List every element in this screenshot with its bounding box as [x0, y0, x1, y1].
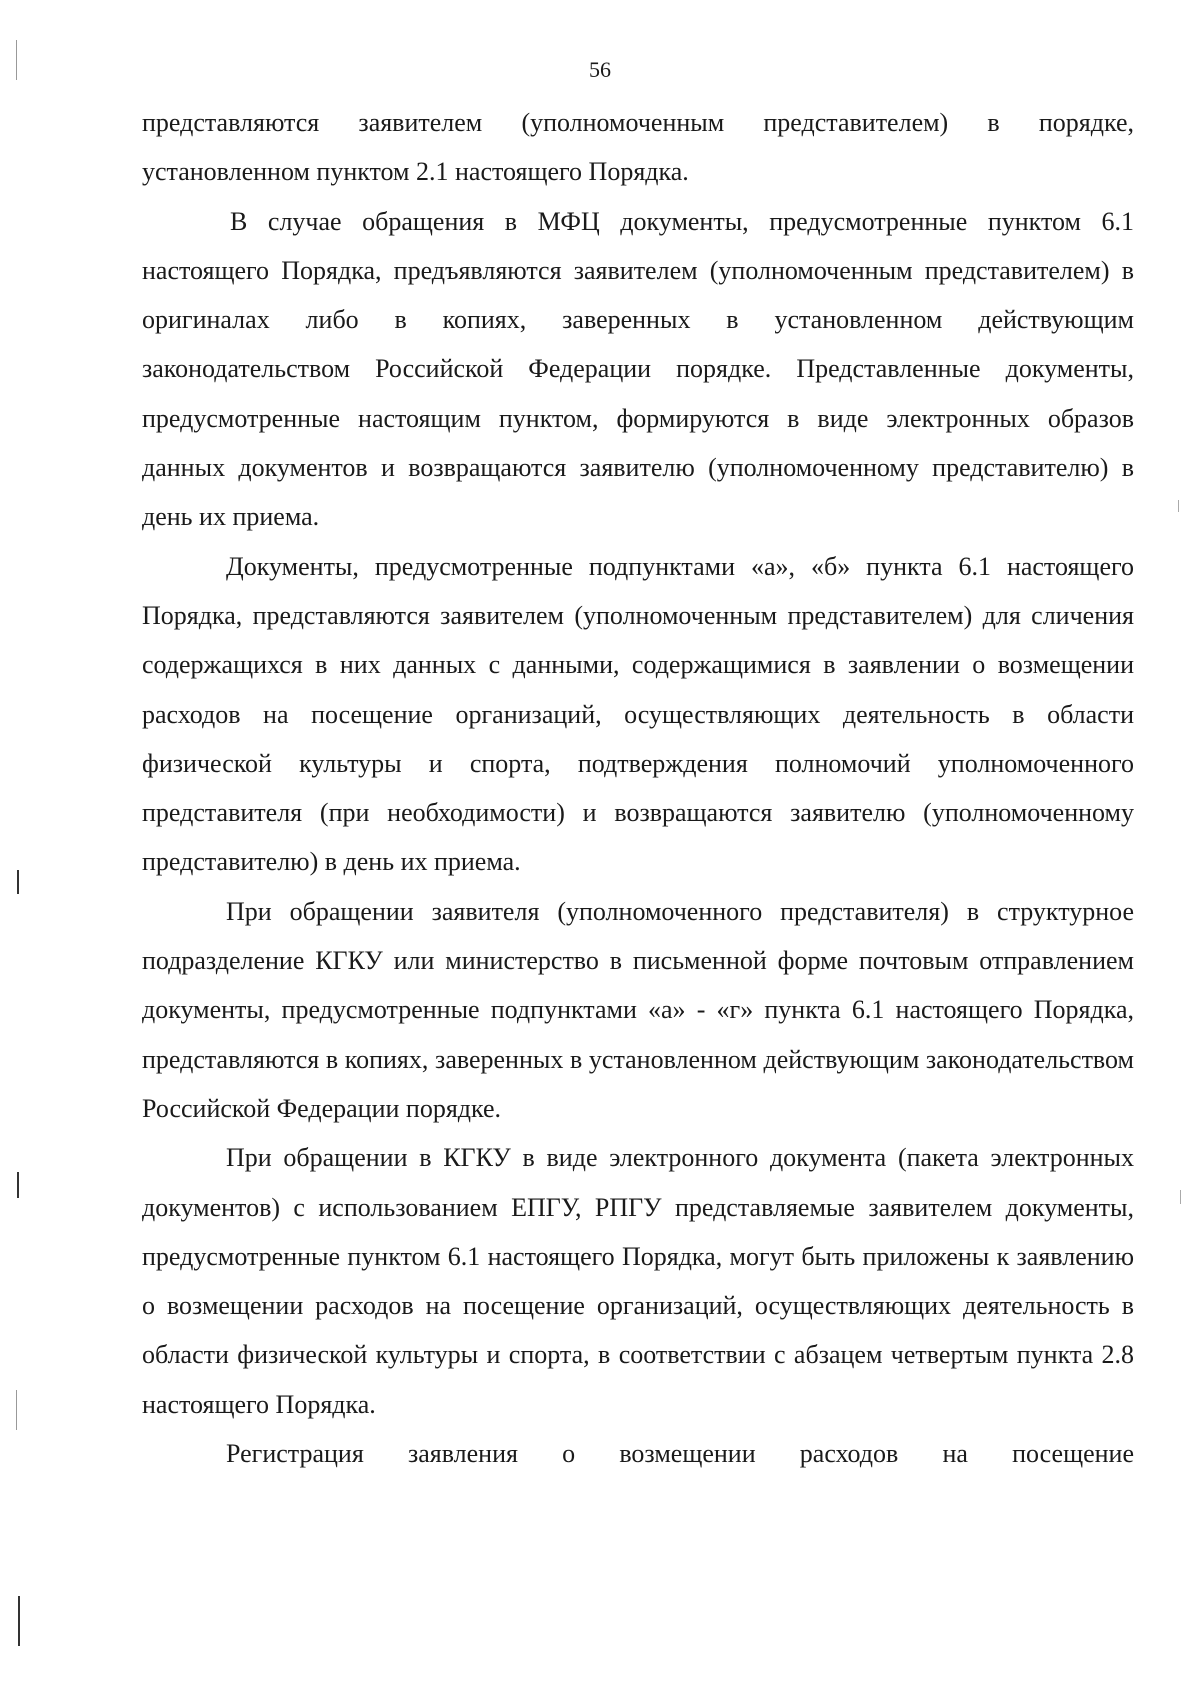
scan-mark — [16, 40, 17, 80]
scan-mark — [18, 1596, 20, 1646]
paragraph-documents-a-b: Документы, предусмотренные подпунктами «а», «б» пункта 6.1 настоящего Порядка, представляются заявителем (уполномоченным представителем) для сличения содержащихся в них данных с данными, содержащимися в заявлении о возмещении расходов на посещение организаций, осуществляющих деятельность в области физической культуры и спорта, подтверждения полномочий уполномоченного представителя (при необходимости) и возвращаются заявителю (уполномоченному представителю) в день их приема. — [142, 551, 1134, 877]
paragraph-continuation: представляются заявителем (уполномоченным представителем) в порядке, установленном пунктом 2.1 настоящего Порядка. — [142, 108, 1134, 187]
paragraph-registration: Регистрация заявления о возмещении расходов на посещение — [226, 1439, 1134, 1469]
page-number: 56 — [589, 57, 611, 82]
scan-mark — [17, 870, 19, 894]
scan-mark — [1180, 1190, 1181, 1204]
paragraph-mfc: В случае обращения в МФЦ документы, предусмотренные пунктом 6.1 настоящего Порядка, предъявляются заявителем (уполномоченным представителем) в оригиналах либо в копиях, заверенных в установленном действующим законодательством Российской Федерации порядке. Представленные документы, предусмотренные настоящим пунктом, формируются в виде электронных образов данных документов и возвращаются заявителю (уполномоченному представителю) в день их приема. — [142, 206, 1134, 532]
scan-mark — [1178, 500, 1179, 512]
paragraph-electronic: При обращении в КГКУ в виде электронного документа (пакета электронных документов) с использованием ЕПГУ, РПГУ представляемые заявителем документы, предусмотренные пунктом 6.1 настоящего Порядка, могут быть приложены к заявлению о возмещении расходов на посещение организаций, осуществляющих деятельность в области физической культуры и спорта, в соответствии с абзацем четвертым пункта 2.8 настоящего Порядка. — [142, 1143, 1134, 1419]
scan-mark — [16, 1390, 17, 1430]
document-body — [142, 98, 1134, 1478]
paragraph-postal: При обращении заявителя (уполномоченного представителя) в структурное подразделение КГКУ или министерство в письменной форме почтовым отправлением документы, предусмотренные подпунктами «а» - «г» пункта 6.1 настоящего Порядка, представляются в копиях, заверенных в установленном действующим законодательством Российской Федерации порядке. — [142, 896, 1134, 1123]
scan-mark — [17, 1172, 19, 1198]
